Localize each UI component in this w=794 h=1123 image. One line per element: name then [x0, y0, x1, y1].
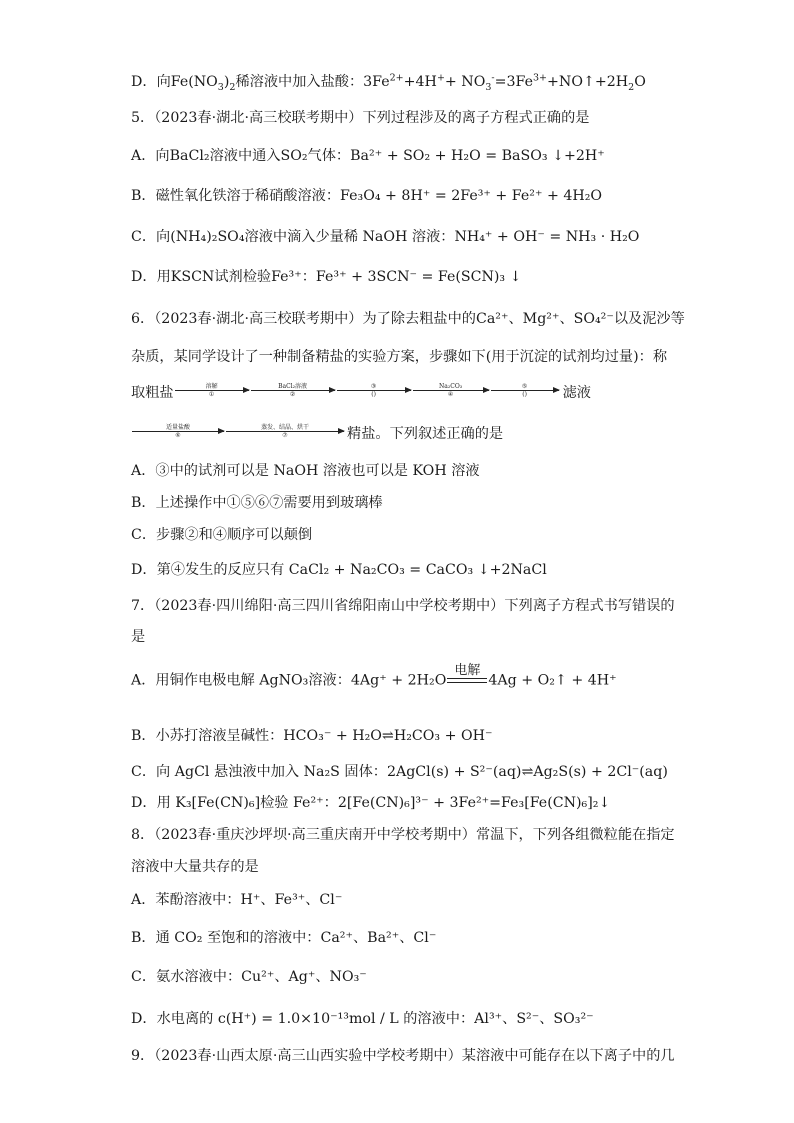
q5-option-a: A．向BaCl₂溶液中通入SO₂气体：Ba²⁺ + SO₂ + H₂O = BaSO₃ ↓+2H⁺	[131, 148, 605, 164]
flow-arrow-1: 溶解 ①	[175, 383, 249, 399]
flow-arrow-2: BaCl₂溶液 ②	[251, 383, 335, 399]
q8-option-b: B．通 CO₂ 至饱和的溶液中：Ca²⁺、Ba²⁺、Cl⁻	[131, 930, 437, 946]
q8-stem-line1: 8．（2023春·重庆沙坪坝·高三重庆南开中学校考期中）常温下，下列各组微粒能在指定	[131, 827, 675, 843]
q7-option-a: A．用铜作电极电解 AgNO₃溶液：4Ag⁺ + 2H₂O 电解 4Ag + O₂↑ + 4H⁺	[131, 664, 617, 697]
q6-option-a: A．③中的试剂可以是 NaOH 溶液也可以是 KOH 溶液	[131, 463, 480, 479]
flow-arrow-7: 蒸发、结晶、烘干 ⑦	[226, 424, 344, 440]
q4-option-d: D．向$Fe(NO_3)_2$稀溶液中加入盐酸：$3Fe^{2+}+4H^++$ $NO_3^-=3Fe^{3+}+NO↑+2H_2O$	[131, 72, 646, 93]
q5-stem: 5．（2023春·湖北·高三校联考期中）下列过程涉及的离子方程式正确的是	[131, 110, 590, 126]
q6-flow-row2	[131, 425, 503, 443]
q7-stem-line2: 是	[131, 629, 146, 645]
flow-arrow-6: 适量盐酸 ⑥	[132, 424, 224, 440]
q6-stem-line2: 杂质，某同学设计了一种制备精盐的实验方案，步骤如下(用于沉淀的试剂均过量)：称	[131, 349, 668, 365]
flow-filtrate: 滤液	[562, 385, 591, 401]
flow-arrow-4: Na₂CO₃ ④	[413, 383, 489, 399]
flow-end: 精盐。下列叙述正确的是	[347, 426, 504, 442]
q8-option-a: A．苯酚溶液中：H⁺、Fe³⁺、Cl⁻	[131, 892, 343, 908]
q7-option-d: D．用 K₃[Fe(CN)₆]检验 Fe²⁺：2[Fe(CN)₆]³⁻ + 3Fe²⁺=Fe₃[Fe(CN)₆]₂↓	[131, 795, 611, 811]
flow-arrow-5: ⑤ ()	[491, 383, 559, 399]
q6-option-b: B．上述操作中①⑤⑥⑦需要用到玻璃棒	[131, 495, 383, 511]
q8-option-c: C．氨水溶液中：Cu²⁺、Ag⁺、NO₃⁻	[131, 969, 367, 985]
q5-option-d: D．用KSCN试剂检验Fe³⁺：Fe³⁺ + 3SCN⁻ = Fe(SCN)₃ ↓	[131, 269, 522, 285]
q5-option-b: B．磁性氧化铁溶于稀硝酸溶液：Fe₃O₄ + 8H⁺ = 2Fe³⁺ + Fe²⁺ + 4H₂O	[131, 188, 603, 204]
q6-flow-row1	[131, 384, 591, 402]
q9-stem-line1: 9．（2023春·山西太原·高三山西实验中学校考期中）某溶液中可能存在以下离子中的几	[131, 1048, 675, 1064]
q5-option-c: C．向(NH₄)₂SO₄溶液中滴入少量稀 NaOH 溶液：NH₄⁺ + OH⁻ = NH₃ · H₂O	[131, 229, 640, 245]
q7-option-b: B．小苏打溶液呈碱性：HCO₃⁻ + H₂O⇌H₂CO₃ + OH⁻	[131, 728, 493, 744]
q8-option-d: D．水电离的 c(H⁺) = 1.0×10⁻¹³mol / L 的溶液中：Al³⁺、S²⁻、SO₃²⁻	[131, 1011, 594, 1027]
q7-option-c: C．向 AgCl 悬浊液中加入 Na₂S 固体：2AgCl(s) + S²⁻(aq)⇌Ag₂S(s) + 2Cl⁻(aq)	[131, 764, 668, 780]
q6-stem-line1: 6．（2023春·湖北·高三校联考期中）为了除去粗盐中的Ca²⁺、Mg²⁺、SO₄²⁻以及泥沙等	[131, 311, 685, 327]
q7-stem-line1: 7．（2023春·四川绵阳·高三四川省绵阳南山中学校考期中）下列离子方程式书写错误的	[131, 598, 675, 614]
flow-start: 取粗盐	[131, 385, 174, 401]
flow-arrow-3: ③ ()	[337, 383, 411, 399]
electrolysis-sign: 电解	[447, 664, 487, 697]
q6-option-c: C．步骤②和④顺序可以颠倒	[131, 527, 313, 543]
q6-option-d: D．第④发生的反应只有 CaCl₂ + Na₂CO₃ = CaCO₃ ↓+2NaCl	[131, 562, 547, 578]
q8-stem-line2: 溶液中大量共存的是	[131, 859, 259, 875]
